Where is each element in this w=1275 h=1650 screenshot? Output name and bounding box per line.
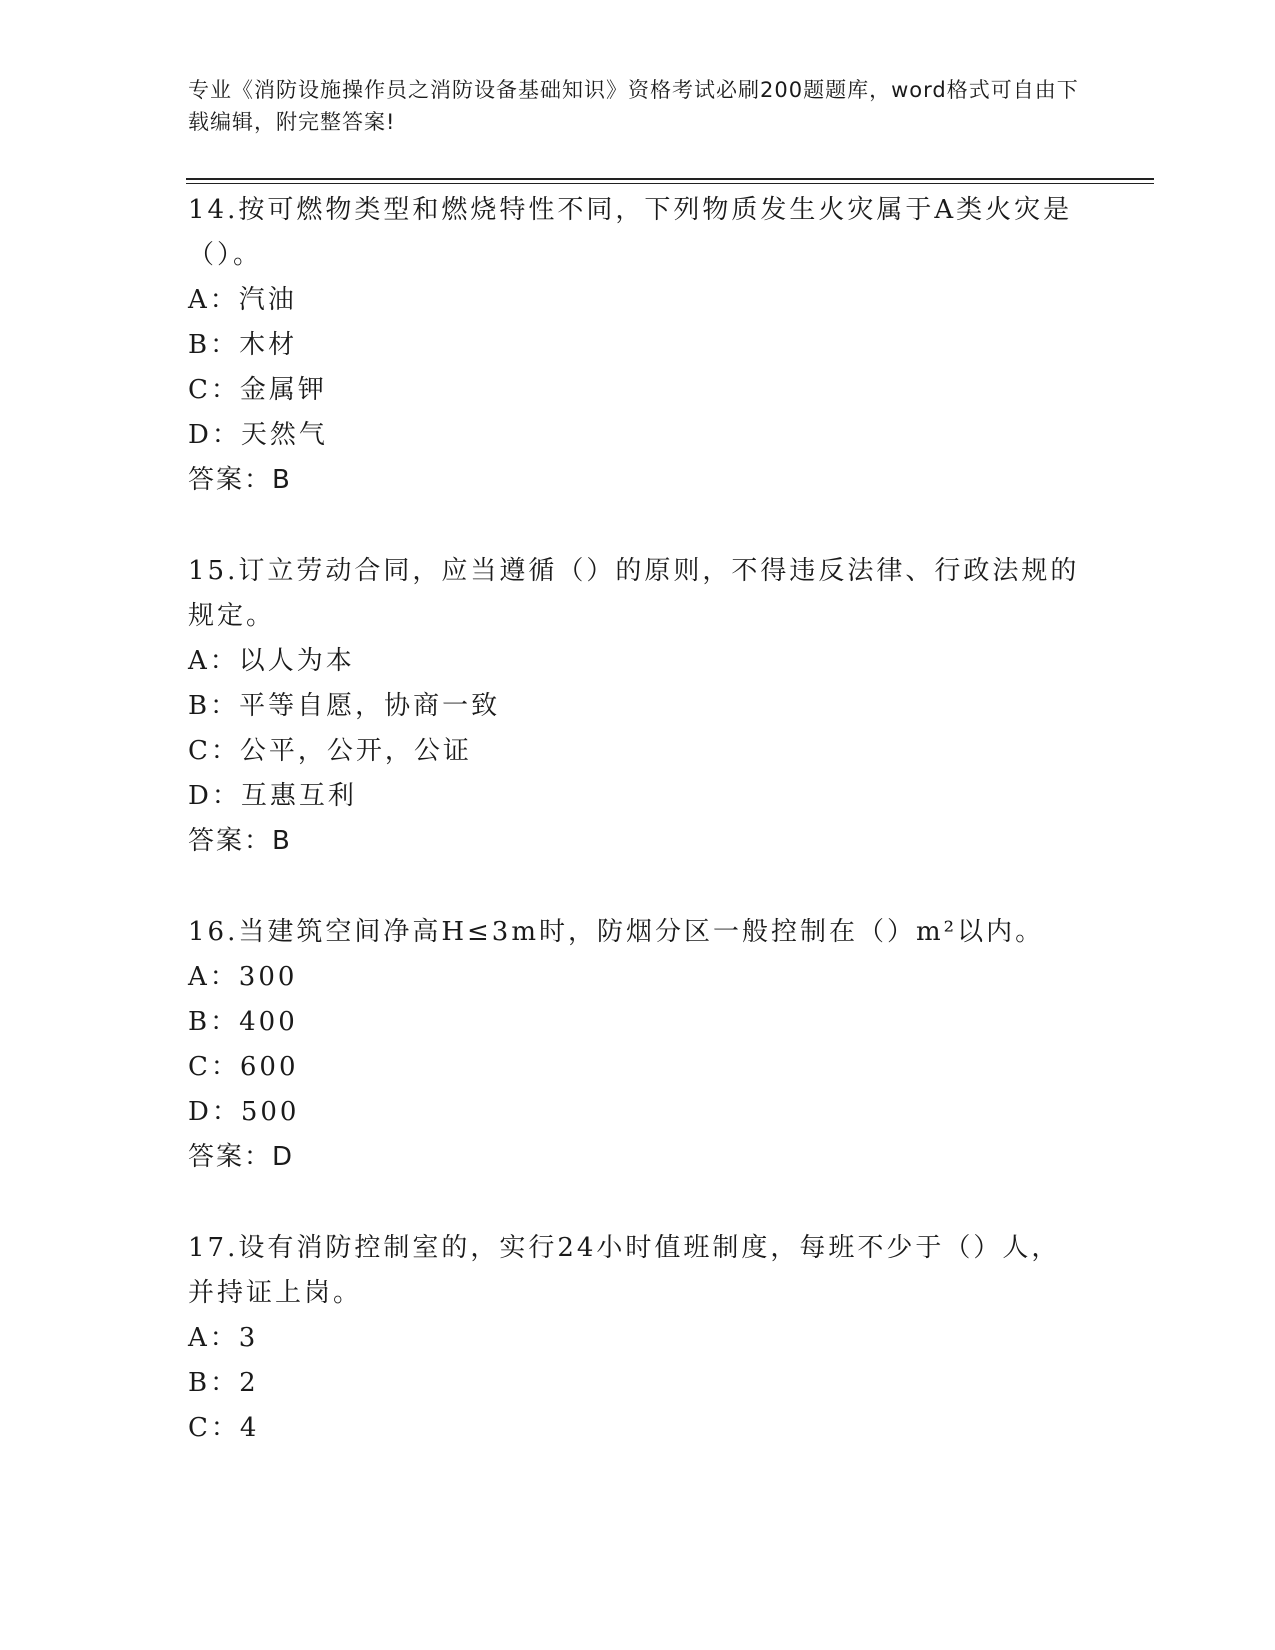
option-c: C：金属钾 [188,375,327,405]
question-stem: 15.订立劳动合同，应当遵循（）的原则，不得违反法律、行政法规的规定。 [188,556,1080,631]
question-stem: 17.设有消防控制室的，实行24小时值班制度，每班不少于（）人，并持证上岗。 [188,1233,1061,1308]
option-a: A：3 [188,1323,259,1353]
header-rule-thin [186,183,1154,184]
option-c: C：4 [188,1413,260,1443]
answer-line: 答案：B [188,826,292,856]
question-spacer [188,864,1088,910]
answer-line: 答案：D [188,1142,295,1172]
question-15 [188,549,1088,864]
question-list [188,188,1088,1451]
option-c: C：公平，公开，公证 [188,736,472,766]
question-stem: 14.按可燃物类型和燃烧特性不同，下列物质发生火灾属于A类火灾是（）。 [188,195,1073,270]
option-a: A：300 [188,962,298,992]
question-16 [188,910,1088,1180]
option-b: B：木材 [188,330,298,360]
question-17 [188,1226,1088,1451]
document-header: 专业《消防设施操作员之消防设备基础知识》资格考试必刷200题题库，word格式可自由下载编辑，附完整答案! [188,78,1079,134]
option-a: A：汽油 [188,285,297,315]
header-rule-thick [186,178,1154,180]
option-b: B：400 [188,1007,298,1037]
question-spacer [188,503,1088,549]
option-a: A：以人为本 [188,646,355,676]
option-d: D：天然气 [188,420,328,450]
option-d: D：互惠互利 [188,781,357,811]
option-b: B：2 [188,1368,259,1398]
option-c: C：600 [188,1052,299,1082]
option-d: D：500 [188,1097,300,1127]
question-spacer [188,1180,1088,1226]
option-b: B：平等自愿，协商一致 [188,691,501,721]
question-14 [188,188,1088,503]
answer-line: 答案：B [188,465,292,495]
question-stem: 16.当建筑空间净高H≤3m时，防烟分区一般控制在（）m²以内。 [188,917,1045,947]
